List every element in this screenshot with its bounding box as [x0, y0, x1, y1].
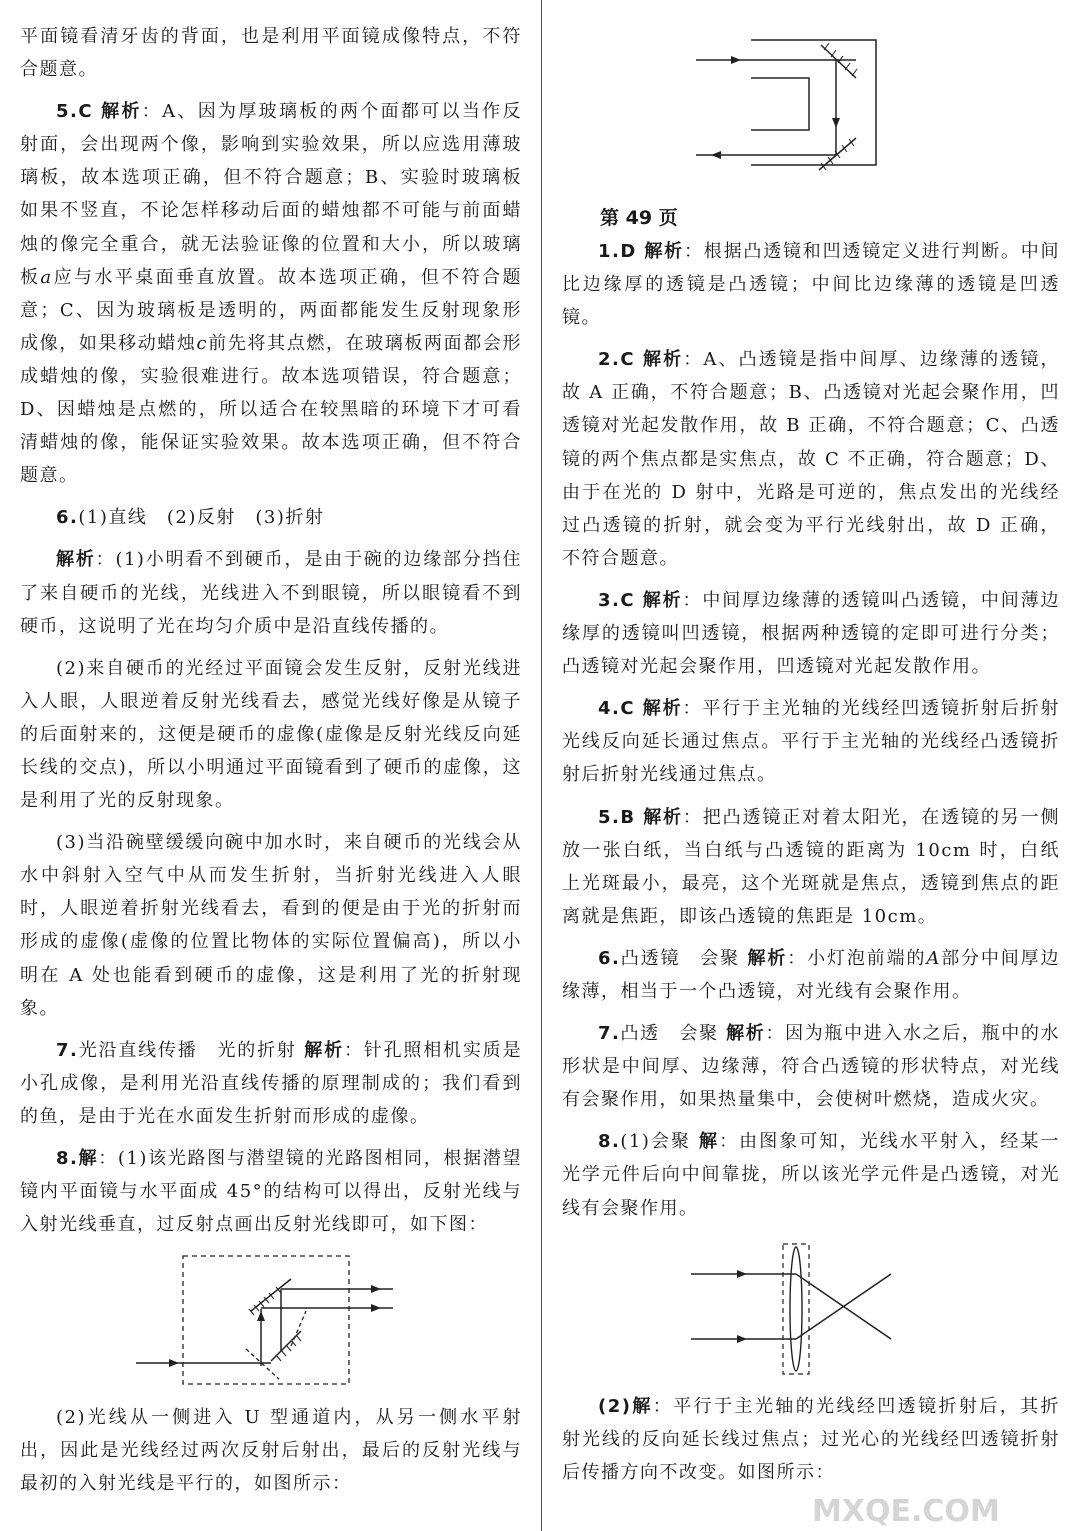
analysis-label: 解析 [726, 1023, 766, 1045]
watermark-text: MXQE.COM [812, 1494, 1000, 1529]
answer-1 [562, 235, 1060, 334]
analysis-text: ：A、凸透镜是指中间厚、边缘薄的透镜，故 A 正确，不符合题意；B、凸透镜对光起会聚作用，凹透镜对光起发散作用，故 B 正确，不符合题意；C、凸透镜的两个焦点都是实焦点，故 C 不正确，符合题意；D、由于在光的 D 射中，光路是可逆的，焦点发出的光线经过凸透镜的折射，就会变为平行光线射出，故 D 正确，不符合题意。 [562, 349, 1061, 569]
left-column [20, 0, 522, 1510]
answer-number: 3.C [598, 589, 636, 611]
solution-text: ：由图象可知，光线水平射入，经某一光学元件后向中间靠拢，所以该光学元件是凸透镜，对光线有会聚作用。 [562, 1131, 1061, 1219]
analysis-label: 解析 [101, 101, 142, 123]
answer-8 [20, 1142, 522, 1241]
analysis-label: 解析 [642, 698, 683, 720]
analysis-text-2: 应与水平桌面垂直放置。故本选项正确，但不符合题意；C、因为玻璃板是透明的，两面都能发生反射现象形成像，如果移动蜡烛 [20, 266, 523, 354]
answer-8 [562, 1125, 1060, 1224]
right-column [562, 0, 1060, 1498]
periscope-diagram [131, 1251, 411, 1391]
answer-text: 凸透镜 会聚 [620, 947, 740, 969]
answer-text: (1)会聚 [620, 1131, 692, 1153]
analysis-text-3: 前先将其点燃，在玻璃板两面都会形成蜡烛的像，实验很难进行。故本选项错误，符合题意；D、因蜡烛是点燃的，所以适合在较黑暗的环境下才可看清蜡烛的像，能保证实验效果。故本选项正确，但不符合题意。 [20, 332, 522, 487]
answer-5 [20, 95, 522, 492]
answer-number: 6. [56, 507, 79, 529]
analysis-label: 解析 [644, 241, 684, 262]
answer-number: 1.D [598, 241, 637, 262]
answer-3 [562, 584, 1060, 683]
answer-6-analysis-3: (3)当沿碗壁缓缓向碗中加水时，来自硬币的光线会从水中斜射入空气中从而发生折射，当折射光线进入人眼时，人眼逆着折射光线看去，看到的便是由于光的折射而形成的虚像(虚像的位置比物体的实际位置偏高)，所以小明在 A 处也能看到硬币的虚像，这是利用了光的折射现象。 [20, 832, 522, 1019]
answer-number: 6. [598, 947, 621, 969]
analysis-label: 解析 [56, 549, 96, 571]
answer-7 [20, 1034, 522, 1133]
analysis-text: ：小灯泡前端的 [787, 947, 927, 969]
analysis-text: ：把凸透镜正对着太阳光，在透镜的另一侧放一张白纸，当白纸与凸透镜的距离为 10cm 时，白纸上光斑最小，最亮，这个光斑就是焦点，透镜到焦点的距离就是焦距，即该凸透镜的焦距是 10cm。 [562, 806, 1060, 927]
variable-a: a [40, 266, 53, 288]
analysis-text-2: 部分中间厚边缘薄，相当于一个凸透镜，对光线有会聚作用。 [562, 947, 1061, 1002]
analysis-label: 解析 [304, 1039, 344, 1061]
answer-6 [20, 501, 522, 534]
answer-number: 2.C [598, 349, 636, 371]
analysis-text: ：A、因为厚玻璃板的两个面都可以当作反射面，会出现两个像，影响到实验效果，所以应选用薄玻璃板，故本选项正确，但不符合题意；B、实验时玻璃板如果不竖直，不论怎样移动后面的蜡烛都不可能与前面蜡烛的像完全重合，就无法验证像的位置和大小，所以玻璃板 [20, 101, 522, 288]
answer-text: (1)直线 (2)反射 (3)折射 [78, 507, 325, 529]
column-divider [541, 0, 542, 1531]
analysis-label: 解析 [643, 806, 683, 828]
answer-number: 7. [56, 1039, 79, 1061]
answer-number: 8. [56, 1148, 79, 1169]
analysis-label: 解析 [642, 589, 683, 611]
answer-number: 8. [598, 1131, 621, 1153]
solution-label: (2)解 [598, 1395, 653, 1417]
page-heading: 第 49 页 [600, 207, 678, 229]
answer-text: 凸透 会聚 [620, 1023, 719, 1045]
analysis-text: ：平行于主光轴的光线经凹透镜折射后折射光线反向延长通过焦点。平行于主光轴的光线经凸透镜折射后折射光线通过焦点。 [562, 698, 1061, 786]
analysis-text: ：针孔照相机实质是小孔成像，是利用光沿直线传播的原理制成的；我们看到的鱼，是由于光在水面发生折射而形成的虚像。 [20, 1039, 523, 1127]
answer-5 [562, 801, 1060, 933]
answer-8-part-2: (2)光线从一侧进入 U 型通道内，从另一侧水平射出，因此是光线经过两次反射后射出，最后的反射光线与最初的入射光线是平行的，如图所示： [20, 1407, 522, 1495]
answer-number: 4.C [598, 698, 636, 720]
answer-6-analysis-2: (2)来自硬币的光经过平面镜会发生反射，反射光线进入人眼，人眼逆着反射光线看去，感觉光线好像是从镜子的后面射来的，这便是硬币的虚像(虚像是反射光线反向延长线的交点)，所以小明通过平面镜看到了硬币的虚像，这是利用了光的反射现象。 [20, 657, 522, 812]
answer-number: 7. [598, 1023, 621, 1045]
solution-text: ：(1)该光路图与潜望镜的光路图相同，根据潜望镜内平面镜与水平面成 45°的结构可以得出，反射光线与入射光线垂直，过反射点画出反射光线即可，如下图： [20, 1148, 522, 1236]
analysis-label: 解析 [642, 349, 684, 371]
answer-6-analysis-1 [20, 543, 522, 642]
analysis-text: ：中间厚边缘薄的透镜叫凸透镜，中间薄边缘厚的透镜叫凹透镜，根据两种透镜的定即可进行分类；凸透镜对光起会聚作用，凹透镜对光起发散作用。 [562, 589, 1061, 678]
variable-A: A [926, 947, 941, 969]
u-channel-diagram [691, 30, 931, 190]
analysis-label: 解析 [747, 947, 788, 969]
solution-label: 解 [698, 1131, 720, 1153]
analysis-text: ：(1)小明看不到硬币，是由于碗的边缘部分挡住了来自硬币的光线，光线进入不到眼镜，所以眼镜看不到硬币，这说明了光在均匀介质中是沿直线传播的。 [20, 549, 522, 637]
answer-4 [562, 692, 1060, 791]
answer-8-part-2 [562, 1390, 1060, 1489]
solution-label: 解 [78, 1148, 99, 1169]
convex-lens-diagram [691, 1234, 931, 1384]
answer-number: 5.C [56, 101, 94, 123]
answer-2 [562, 343, 1060, 575]
solution-text: ：平行于主光轴的光线经凹透镜折射后，其折射光线的反向延长线过焦点；过光心的光线经凹透镜折射后传播方向不改变。如图所示： [562, 1395, 1060, 1483]
answer-text: 光沿直线传播 光的折射 [78, 1039, 297, 1061]
analysis-text: ：因为瓶中进入水之后，瓶中的水形状是中间厚、边缘薄，符合凸透镜的形状特点，对光线有会聚作用，如果热量集中，会使树叶燃烧，造成火灾。 [562, 1023, 1060, 1111]
answer-6 [562, 942, 1060, 1008]
answer-number: 5.B [598, 806, 636, 828]
paragraph-continued: 平面镜看清牙齿的背面，也是利用平面镜成像特点，不符合题意。 [20, 26, 522, 81]
answer-7 [562, 1017, 1060, 1116]
analysis-text: ：根据凸透镜和凹透镜定义进行判断。中间比边缘厚的透镜是凸透镜；中间比边缘薄的透镜是凹透镜。 [562, 241, 1060, 329]
variable-c: c [196, 332, 209, 354]
